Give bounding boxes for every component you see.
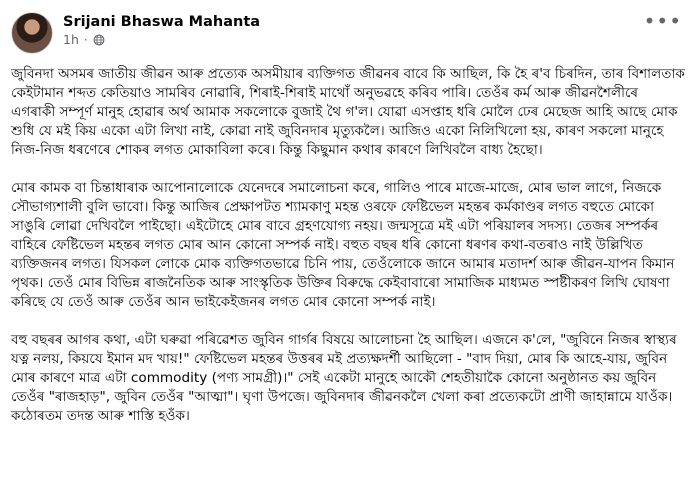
post-paragraph-1: জুবিনদা অসমৰ জাতীয় জীৱন আৰু প্ৰত্যেক অসমীয়াৰ ব্যক্তিগত জীৱনৰ বাবে কি আছিল, কি হৈ ৰ'ব চিৰদিন, তাৰ বিশালতাক কেইটামান শব্দত কেতিয়াও সামৰিব নোৱাৰি, শিৰাই-শিৰাই মাথোঁ অনুভৱহে কৰিব পাৰি। তেওঁৰ কৰ্ম আৰু জীৱনশৈলীৰে এগৰাকী সম্পূৰ্ণ মানুহ হোৱাৰ অৰ্থ আমাক সকলোকে বুজাই থৈ গ'ল। যোৱা এসপ্তাহ ধৰি মোলৈ ঢেৰ মেছেজ আহি আছে মোক শুধি যে মই কিয় একো এটা লিখা নাই, কোৱা নাই জুবিনদাৰ মৃত্যুকলৈ। আজিও একো নিলিখিলো হয়, কাৰণ সকলো মানুহে নিজ-নিজ ধৰণেৰে শোকৰ লগত মোকাবিলা কৰে। কিন্তু কিছুমান কথাৰ কাৰণে লিখিবলৈ বাধ্য হৈছো।: [11, 66, 685, 158]
post-body: [11, 65, 686, 426]
post-time[interactable]: 1h: [63, 32, 79, 47]
separator-dot: ·: [83, 33, 88, 47]
author-avatar[interactable]: [11, 12, 53, 54]
post-meta: [63, 13, 260, 49]
more-options-icon[interactable]: •••: [643, 9, 682, 33]
post-paragraph-3: বহু বছৰৰ আগৰ কথা, এটা ঘৰুৱা পৰিৱেশত জুবিন গাৰ্গৰ বিষয়ে আলোচনা হৈ আছিল। এজনে ক'লে, "জুবিনে নিজৰ স্বাস্থ্যৰ যত্ন নলয়, কিয়যে ইমান মদ খায়!" ফেষ্টিভেল মহন্তৰ উত্তৰৰ মই প্ৰত্যক্ষদৰ্শী আছিলো - "বাদ দিয়া, মোৰ কি আহে-যায়, জুবিন মোৰ কাৰণে মাত্ৰ এটা commodity (পণ্য সামগ্ৰী)।" সেই একেটা মানুহে আকৌ শেহতীয়াকৈ কোনো অনুষ্ঠানত কয় জুবিন তেওঁৰ "ৰাজহাড়", জুবিন তেওঁৰ "আত্মা"। ঘৃণা উপজে। জুবিনদাৰ জীৱনকলৈ খেলা কৰা প্ৰত্যেকটো প্ৰাণী জাহান্নামে যাওঁক। কঠোৰতম তদন্ত আৰু শাস্তি হওঁক।: [11, 332, 677, 424]
post-paragraph-2: মোৰ কামক বা চিন্তাধাৰাক আপোনালোকে যেনেদৰে সমালোচনা কৰে, গালিও পাৰে মাজে-মাজে, মোৰ ভাল লাগে, নিজকে সৌভাগ্যশালী বুলি ভাবো। কিন্তু আজিৰ প্ৰেক্ষাপটত শ্যামকাণু মহন্ত ওৰফে ফেষ্টিভেল মহন্তৰ কৰ্মকাণ্ডৰ লগত বহুতে মোকো সাঙুৰি লোৱা দেখিবলৈ পাইছো। এইটোহে মোৰ বাবে গ্ৰহণযোগ্য নহয়। জন্মসূত্ৰে মই এটা পৰিয়ালৰ সদস্য। তেজৰ সম্পৰ্কৰ বাহিৰে ফেষ্টিভেল মহন্তৰ লগত মোৰ আন কোনো সম্পৰ্ক নাই। বহুত বছৰ ধৰি কোনো ধৰণৰ কথা-বতৰাও নাই উল্লিখিত ব্যক্তিজনৰ লগত। যিসকল লোকে মোক ব্যক্তিগতভাৱে চিনি পায়, তেওঁলোকে জানে আমাৰ মতাদৰ্শ আৰু জীৱন-যাপন কিমান পৃথক। তেওঁ মোৰ বিভিন্ন ৰাজনৈতিক আৰু সাংস্কৃতিক উক্তিৰ বিৰুদ্ধে কেইবাবাৰো সামাজিক মাধ্যমত স্পষ্টীকৰণ লিখি ঘোষণা কৰিছে যে তেওঁ আৰু তেওঁৰ আন ভাইকেইজনৰ লগত মোৰ কোনো সম্পৰ্ক নাই।: [11, 180, 675, 310]
author-name[interactable]: Srijani Bhaswa Mahanta: [63, 14, 261, 30]
post-subline: [63, 31, 260, 49]
globe-icon[interactable]: [93, 34, 105, 46]
post-header: [11, 9, 686, 62]
